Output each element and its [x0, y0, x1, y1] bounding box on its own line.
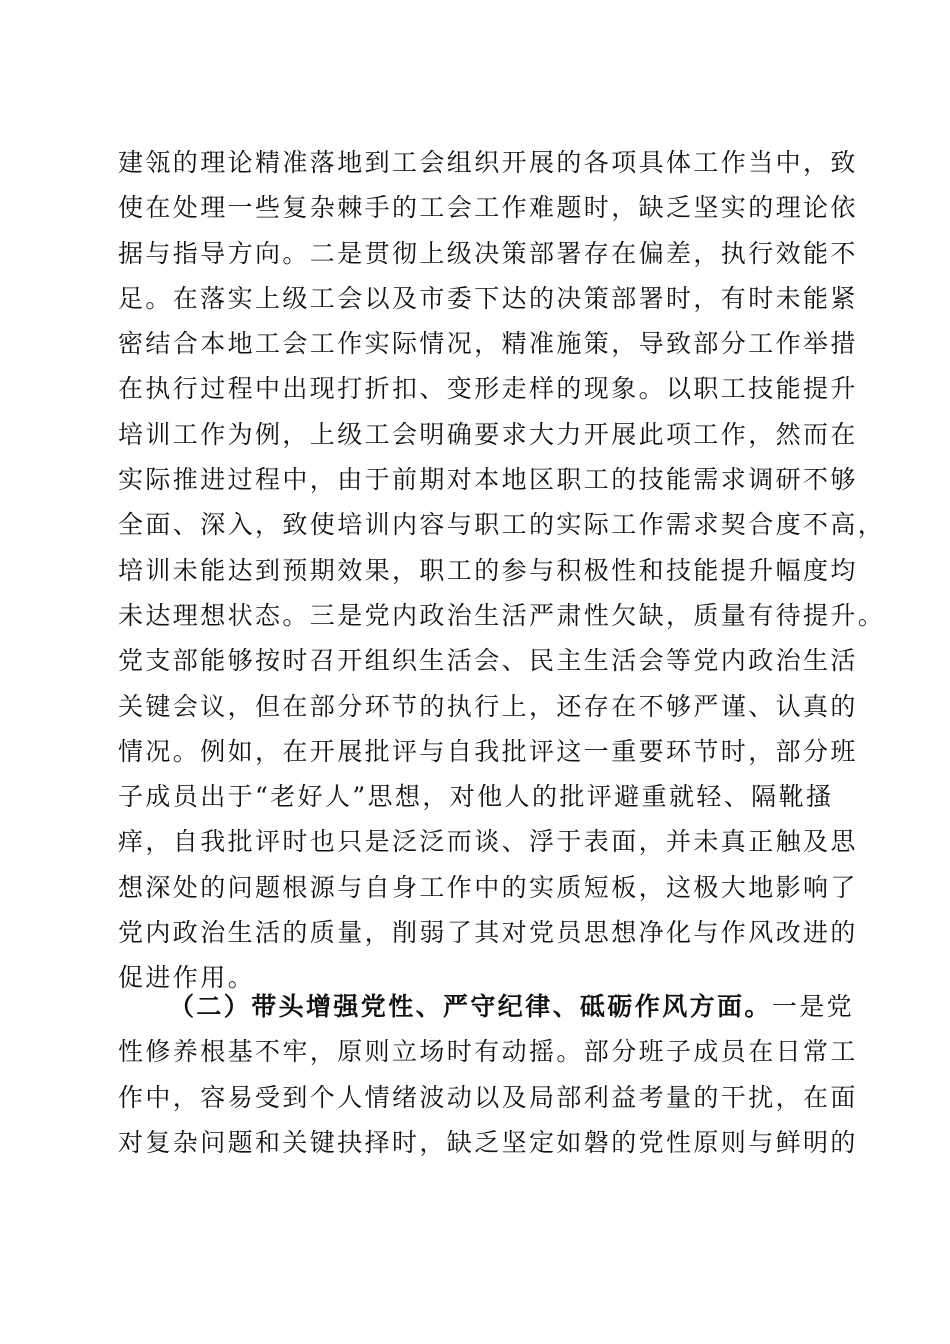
- text-line: 使在处理一些复杂棘手的工会工作难题时，缺乏坚实的理论依: [118, 193, 858, 223]
- text-line: 党内政治生活的质量，削弱了其对党员思想净化与作风改进的: [118, 918, 858, 948]
- text-line: 子成员出于“老好人”思想，对他人的批评避重就轻、隔靴搔: [118, 782, 834, 812]
- text-line: 密结合本地工会工作实际情况，精准施策，导致部分工作举措: [118, 329, 858, 359]
- text-line: 足。在落实上级工会以及市委下达的决策部署时，有时未能紧: [118, 283, 858, 313]
- text-line: 党支部能够按时召开组织生活会、民主生活会等党内政治生活: [118, 646, 858, 676]
- text-line: 作中，容易受到个人情绪波动以及局部利益考量的干扰，在面: [118, 1082, 858, 1112]
- text-line: 性修养根基不牢，原则立场时有动摇。部分班子成员在日常工: [118, 1037, 858, 1067]
- text-line: 对复杂问题和关键抉择时，缺乏坚定如磐的党性原则与鲜明的: [118, 1127, 858, 1157]
- text-line: 促进作用。: [118, 963, 256, 993]
- section-first-line-text: 一是党: [771, 992, 855, 1021]
- text-line: 情况。例如，在开展批评与自我批评这一重要环节时，部分班: [118, 736, 858, 766]
- text-line: 建瓴的理论精准落地到工会组织开展的各项具体工作当中，致: [118, 148, 858, 177]
- text-line: 全面、深入，致使培训内容与职工的实际工作需求契合度不高，: [118, 510, 886, 540]
- text-line: 在执行过程中出现打折扣、变形走样的现象。以职工技能提升: [118, 374, 858, 404]
- section-paragraph: [118, 984, 858, 1165]
- text-line: 想深处的问题根源与自身工作中的实质短板，这极大地影响了: [118, 872, 858, 902]
- text-line: 据与指导方向。二是贯彻上级决策部署存在偏差，执行效能不: [118, 238, 858, 268]
- paragraph-continuation: [118, 140, 886, 1001]
- text-line: 痒，自我批评时也只是泛泛而谈、浮于表面，并未真正触及思: [118, 827, 858, 857]
- text-line: 实际推进过程中，由于前期对本地区职工的技能需求调研不够: [118, 465, 858, 495]
- section-first-line: [118, 984, 855, 1029]
- text-line: 未达理想状态。三是党内政治生活严肃性欠缺，质量有待提升。: [118, 600, 886, 630]
- text-line: 培训工作为例，上级工会明确要求大力开展此项工作，然而在: [118, 419, 858, 449]
- section-heading: （二）带头增强党性、严守纪律、砥砺作风方面。: [169, 992, 772, 1021]
- text-line: 培训未能达到预期效果，职工的参与积极性和技能提升幅度均: [118, 555, 858, 585]
- text-line: 关键会议，但在部分环节的执行上，还存在不够严谨、认真的: [118, 691, 858, 721]
